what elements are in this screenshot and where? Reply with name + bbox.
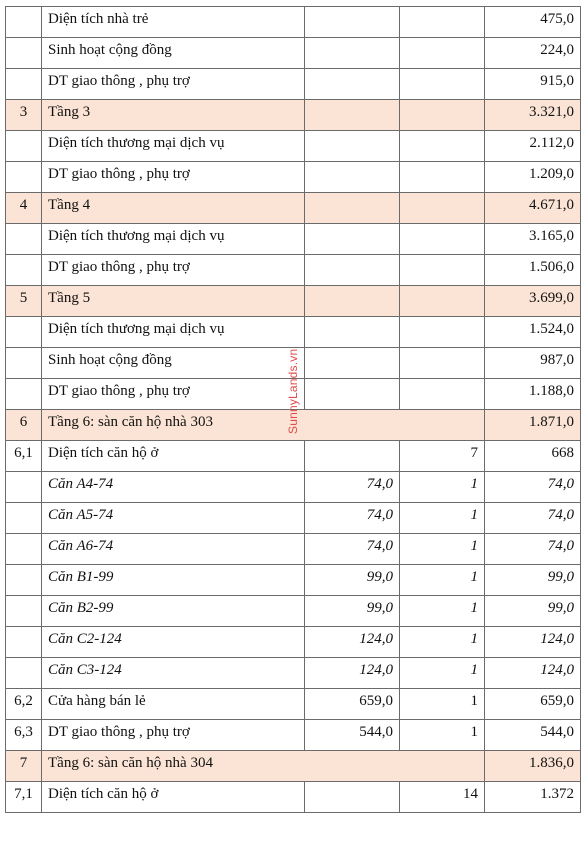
table-row: [6, 782, 581, 813]
row-count-cell: [400, 69, 485, 100]
table-row: [6, 627, 581, 658]
row-count-cell: 1: [400, 503, 485, 534]
row-total-cell: 99,0: [485, 565, 581, 596]
row-total-cell: 1.836,0: [485, 751, 581, 782]
row-index-cell: [6, 7, 42, 38]
row-total-cell: 987,0: [485, 348, 581, 379]
row-index-cell: [6, 69, 42, 100]
row-name-cell: DT giao thông , phụ trợ: [42, 69, 305, 100]
row-name-cell: Diện tích căn hộ ở: [42, 782, 305, 813]
table-row: [6, 658, 581, 689]
row-total-cell: 1.871,0: [485, 410, 581, 441]
row-count-cell: [400, 348, 485, 379]
row-total-cell: 74,0: [485, 472, 581, 503]
row-name-cell: Tầng 4: [42, 193, 305, 224]
row-count-cell: [400, 162, 485, 193]
row-index-cell: 6,2: [6, 689, 42, 720]
row-area-cell: [305, 38, 400, 69]
row-area-cell: [305, 224, 400, 255]
row-count-cell: [400, 379, 485, 410]
row-name-cell: DT giao thông , phụ trợ: [42, 379, 305, 410]
row-name-cell: Căn A4-74: [42, 472, 305, 503]
row-count-cell: 7: [400, 441, 485, 472]
row-total-cell: 475,0: [485, 7, 581, 38]
row-index-cell: 3: [6, 100, 42, 131]
row-name-cell: Diện tích thương mại dịch vụ: [42, 317, 305, 348]
row-name-cell: Căn B2-99: [42, 596, 305, 627]
table-row: [6, 565, 581, 596]
table-row-section: [6, 100, 581, 131]
row-name-cell: Diện tích căn hộ ở: [42, 441, 305, 472]
table-row-section: [6, 193, 581, 224]
row-index-cell: [6, 472, 42, 503]
row-index-cell: [6, 503, 42, 534]
row-total-cell: 544,0: [485, 720, 581, 751]
table-row: [6, 7, 581, 38]
row-total-cell: 1.209,0: [485, 162, 581, 193]
row-total-cell: 124,0: [485, 627, 581, 658]
row-count-cell: 1: [400, 720, 485, 751]
row-count-cell: [400, 7, 485, 38]
row-area-cell: 74,0: [305, 534, 400, 565]
table-row: [6, 534, 581, 565]
table-row: [6, 69, 581, 100]
table-row: [6, 379, 581, 410]
row-area-cell: 659,0: [305, 689, 400, 720]
row-index-cell: [6, 658, 42, 689]
row-index-cell: [6, 348, 42, 379]
row-total-cell: 2.112,0: [485, 131, 581, 162]
table-row: [6, 162, 581, 193]
row-name-cell: Căn B1-99: [42, 565, 305, 596]
row-count-cell: 1: [400, 627, 485, 658]
row-count-cell: [400, 317, 485, 348]
table-row-section: [6, 286, 581, 317]
row-count-cell: [400, 100, 485, 131]
row-area-cell: 99,0: [305, 596, 400, 627]
row-total-cell: 668: [485, 441, 581, 472]
row-name-cell: Căn A5-74: [42, 503, 305, 534]
row-index-cell: 7,1: [6, 782, 42, 813]
row-index-cell: [6, 534, 42, 565]
row-index-cell: 6,3: [6, 720, 42, 751]
row-name-cell: Diện tích thương mại dịch vụ: [42, 131, 305, 162]
row-name-cell: Tầng 6: sàn căn hộ nhà 304: [42, 751, 485, 782]
row-index-cell: [6, 162, 42, 193]
table-row: [6, 472, 581, 503]
row-total-cell: 224,0: [485, 38, 581, 69]
row-count-cell: [400, 286, 485, 317]
row-index-cell: 6,1: [6, 441, 42, 472]
row-index-cell: 4: [6, 193, 42, 224]
row-name-cell: Căn C2-124: [42, 627, 305, 658]
row-area-cell: [305, 162, 400, 193]
row-count-cell: [400, 224, 485, 255]
row-count-cell: [400, 131, 485, 162]
row-count-cell: 1: [400, 472, 485, 503]
row-total-cell: 124,0: [485, 658, 581, 689]
row-count-cell: [400, 255, 485, 286]
row-area-cell: [305, 255, 400, 286]
row-name-cell: Diện tích nhà trẻ: [42, 7, 305, 38]
table-row: [6, 503, 581, 534]
row-total-cell: 74,0: [485, 503, 581, 534]
row-name-cell: Tầng 5: [42, 286, 305, 317]
row-name-cell: Diện tích thương mại dịch vụ: [42, 224, 305, 255]
table-row: [6, 255, 581, 286]
row-area-cell: 544,0: [305, 720, 400, 751]
table-row: [6, 441, 581, 472]
row-total-cell: 4.671,0: [485, 193, 581, 224]
row-index-cell: 6: [6, 410, 42, 441]
table-row-section: [6, 751, 581, 782]
row-area-cell: 124,0: [305, 658, 400, 689]
row-area-cell: 99,0: [305, 565, 400, 596]
row-area-cell: [305, 441, 400, 472]
row-count-cell: [400, 193, 485, 224]
row-count-cell: [400, 38, 485, 69]
row-index-cell: [6, 379, 42, 410]
table-row: [6, 596, 581, 627]
row-area-cell: [305, 348, 400, 379]
row-total-cell: 99,0: [485, 596, 581, 627]
row-count-cell: 1: [400, 658, 485, 689]
row-area-cell: [305, 7, 400, 38]
row-name-cell: Căn C3-124: [42, 658, 305, 689]
table-row: [6, 224, 581, 255]
watermark-text: SunnyLands.vn: [286, 348, 300, 434]
area-table-body: [6, 7, 581, 813]
row-name-cell: DT giao thông , phụ trợ: [42, 162, 305, 193]
row-index-cell: [6, 627, 42, 658]
row-count-cell: 1: [400, 565, 485, 596]
row-total-cell: 3.321,0: [485, 100, 581, 131]
row-name-cell: Tầng 3: [42, 100, 305, 131]
row-index-cell: [6, 224, 42, 255]
row-total-cell: 3.699,0: [485, 286, 581, 317]
row-area-cell: [305, 379, 400, 410]
row-total-cell: 1.372: [485, 782, 581, 813]
table-row: [6, 131, 581, 162]
table-row-section: [6, 410, 581, 441]
row-index-cell: 5: [6, 286, 42, 317]
row-name-cell: Cửa hàng bán lẻ: [42, 689, 305, 720]
row-index-cell: [6, 255, 42, 286]
row-total-cell: 3.165,0: [485, 224, 581, 255]
row-area-cell: [305, 193, 400, 224]
row-area-cell: 74,0: [305, 503, 400, 534]
row-index-cell: [6, 317, 42, 348]
row-total-cell: 1.188,0: [485, 379, 581, 410]
row-name-cell: DT giao thông , phụ trợ: [42, 720, 305, 751]
row-name-cell: Sinh hoạt cộng đồng: [42, 38, 305, 69]
row-count-cell: 1: [400, 596, 485, 627]
table-row: [6, 689, 581, 720]
row-total-cell: 74,0: [485, 534, 581, 565]
row-total-cell: 915,0: [485, 69, 581, 100]
row-name-cell: Căn A6-74: [42, 534, 305, 565]
row-index-cell: [6, 131, 42, 162]
row-area-cell: 124,0: [305, 627, 400, 658]
row-index-cell: [6, 38, 42, 69]
row-area-cell: [305, 69, 400, 100]
row-total-cell: 659,0: [485, 689, 581, 720]
area-table: [5, 6, 581, 813]
row-area-cell: [305, 100, 400, 131]
row-count-cell: 1: [400, 689, 485, 720]
row-area-cell: [305, 317, 400, 348]
row-index-cell: [6, 596, 42, 627]
row-index-cell: 7: [6, 751, 42, 782]
row-index-cell: [6, 565, 42, 596]
table-row: [6, 38, 581, 69]
row-name-cell: DT giao thông , phụ trợ: [42, 255, 305, 286]
table-row: [6, 720, 581, 751]
row-total-cell: 1.524,0: [485, 317, 581, 348]
row-area-cell: [305, 131, 400, 162]
row-count-cell: 14: [400, 782, 485, 813]
row-name-cell: Sinh hoạt cộng đồng: [42, 348, 305, 379]
row-count-cell: 1: [400, 534, 485, 565]
row-area-cell: [305, 286, 400, 317]
row-area-cell: 74,0: [305, 472, 400, 503]
row-name-cell: Tầng 6: sàn căn hộ nhà 303: [42, 410, 485, 441]
row-total-cell: 1.506,0: [485, 255, 581, 286]
table-row: [6, 317, 581, 348]
row-area-cell: [305, 782, 400, 813]
table-row: [6, 348, 581, 379]
